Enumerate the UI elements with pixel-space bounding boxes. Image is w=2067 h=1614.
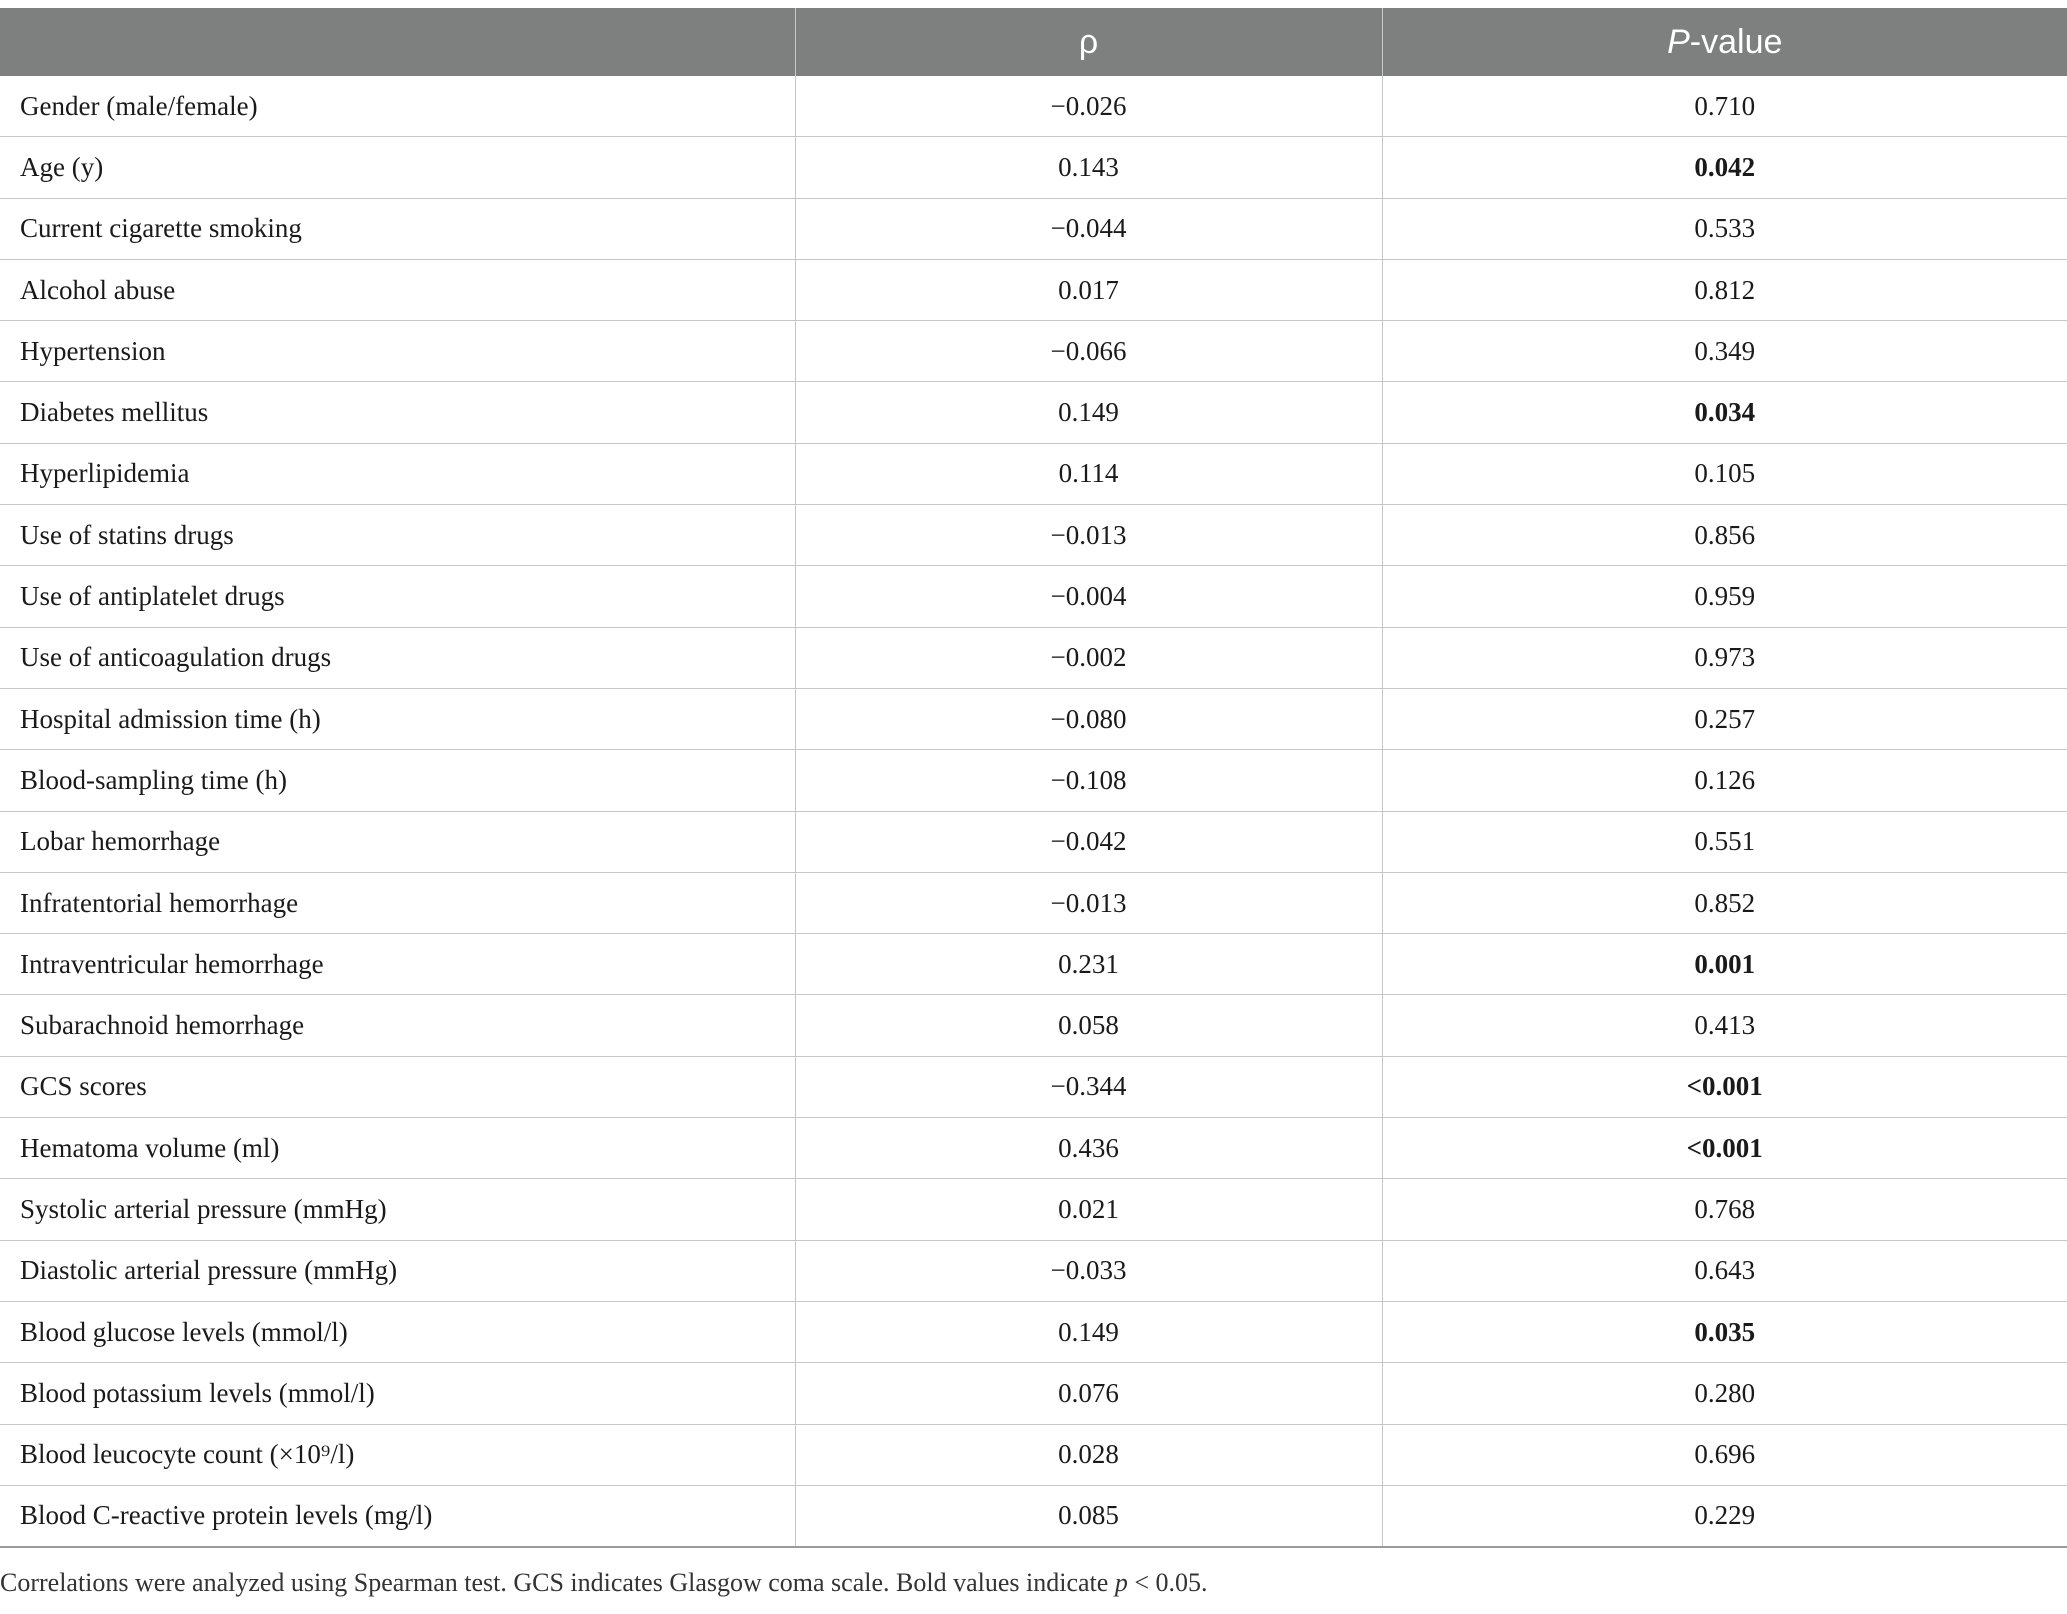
table-row: [0, 688, 2067, 749]
cell-p-value: 0.959: [1382, 566, 2067, 627]
table-header-row: [0, 8, 2067, 76]
table-body: [0, 76, 2067, 1547]
cell-variable: Infratentorial hemorrhage: [0, 872, 795, 933]
cell-variable: Lobar hemorrhage: [0, 811, 795, 872]
table-row: [0, 627, 2067, 688]
table-row: [0, 76, 2067, 137]
table-row: [0, 566, 2067, 627]
header-p-symbol: P: [1667, 22, 1690, 61]
cell-rho: 0.114: [795, 443, 1382, 504]
table-row: [0, 382, 2067, 443]
cell-p-value: 0.349: [1382, 321, 2067, 382]
table-row: [0, 1363, 2067, 1424]
cell-variable: Current cigarette smoking: [0, 198, 795, 259]
table-row: [0, 750, 2067, 811]
cell-rho: −0.013: [795, 505, 1382, 566]
cell-rho: −0.026: [795, 76, 1382, 137]
cell-variable: Blood potassium levels (mmol/l): [0, 1363, 795, 1424]
cell-p-value: 0.856: [1382, 505, 2067, 566]
table-row: [0, 1056, 2067, 1117]
cell-rho: −0.033: [795, 1240, 1382, 1301]
cell-rho: −0.344: [795, 1056, 1382, 1117]
footnote-text-after: < 0.05.: [1127, 1568, 1208, 1597]
cell-variable: GCS scores: [0, 1056, 795, 1117]
cell-variable: Hypertension: [0, 321, 795, 382]
table-row: [0, 995, 2067, 1056]
cell-p-value: 0.257: [1382, 688, 2067, 749]
cell-p-value: <0.001: [1382, 1118, 2067, 1179]
cell-p-value: 0.413: [1382, 995, 2067, 1056]
cell-rho: 0.021: [795, 1179, 1382, 1240]
cell-variable: Use of anticoagulation drugs: [0, 627, 795, 688]
header-rho: ρ: [795, 8, 1382, 76]
cell-rho: −0.042: [795, 811, 1382, 872]
cell-variable: Gender (male/female): [0, 76, 795, 137]
cell-p-value: 0.710: [1382, 76, 2067, 137]
table-row: [0, 137, 2067, 198]
table-row: [0, 259, 2067, 320]
cell-rho: −0.044: [795, 198, 1382, 259]
cell-variable: Diastolic arterial pressure (mmHg): [0, 1240, 795, 1301]
cell-variable: Systolic arterial pressure (mmHg): [0, 1179, 795, 1240]
cell-rho: −0.002: [795, 627, 1382, 688]
table-row: [0, 1301, 2067, 1362]
table-row: [0, 505, 2067, 566]
cell-p-value: 0.280: [1382, 1363, 2067, 1424]
cell-p-value: 0.643: [1382, 1240, 2067, 1301]
cell-variable: Age (y): [0, 137, 795, 198]
table-row: [0, 1485, 2067, 1547]
cell-rho: 0.076: [795, 1363, 1382, 1424]
cell-variable: Diabetes mellitus: [0, 382, 795, 443]
correlation-table: [0, 8, 2067, 1548]
table-row: [0, 811, 2067, 872]
cell-rho: −0.108: [795, 750, 1382, 811]
cell-p-value: 0.105: [1382, 443, 2067, 504]
cell-rho: 0.143: [795, 137, 1382, 198]
cell-p-value: 0.042: [1382, 137, 2067, 198]
cell-p-value: 0.126: [1382, 750, 2067, 811]
table-row: [0, 1424, 2067, 1485]
cell-p-value: 0.696: [1382, 1424, 2067, 1485]
table-row: [0, 1118, 2067, 1179]
cell-p-value: <0.001: [1382, 1056, 2067, 1117]
table-row: [0, 1179, 2067, 1240]
cell-variable: Blood C-reactive protein levels (mg/l): [0, 1485, 795, 1547]
cell-rho: 0.149: [795, 382, 1382, 443]
cell-rho: −0.013: [795, 872, 1382, 933]
cell-p-value: 0.973: [1382, 627, 2067, 688]
table-row: [0, 872, 2067, 933]
cell-rho: 0.058: [795, 995, 1382, 1056]
cell-rho: −0.080: [795, 688, 1382, 749]
table-row: [0, 198, 2067, 259]
cell-variable: Blood leucocyte count (×10⁹/l): [0, 1424, 795, 1485]
cell-p-value: 0.001: [1382, 934, 2067, 995]
cell-variable: Use of statins drugs: [0, 505, 795, 566]
footnote-p-symbol: p: [1114, 1568, 1128, 1597]
header-p-value: [1382, 8, 2067, 76]
header-value-suffix: -value: [1689, 22, 1783, 61]
cell-p-value: 0.533: [1382, 198, 2067, 259]
header-variable: [0, 8, 795, 76]
cell-p-value: 0.229: [1382, 1485, 2067, 1547]
cell-rho: 0.017: [795, 259, 1382, 320]
cell-variable: Intraventricular hemorrhage: [0, 934, 795, 995]
table-row: [0, 443, 2067, 504]
cell-p-value: 0.812: [1382, 259, 2067, 320]
cell-rho: −0.066: [795, 321, 1382, 382]
cell-variable: Hospital admission time (h): [0, 688, 795, 749]
cell-rho: 0.436: [795, 1118, 1382, 1179]
cell-variable: Hematoma volume (ml): [0, 1118, 795, 1179]
cell-rho: 0.231: [795, 934, 1382, 995]
cell-p-value: 0.035: [1382, 1301, 2067, 1362]
cell-rho: −0.004: [795, 566, 1382, 627]
cell-variable: Hyperlipidemia: [0, 443, 795, 504]
cell-p-value: 0.034: [1382, 382, 2067, 443]
cell-p-value: 0.768: [1382, 1179, 2067, 1240]
table-row: [0, 321, 2067, 382]
table-container: [0, 8, 2067, 1548]
cell-variable: Blood-sampling time (h): [0, 750, 795, 811]
cell-rho: 0.149: [795, 1301, 1382, 1362]
table-row: [0, 1240, 2067, 1301]
table-row: [0, 934, 2067, 995]
footnote-text-before: Correlations were analyzed using Spearman test. GCS indicates Glasgow coma scale. Bold values indicate: [0, 1568, 1115, 1597]
cell-variable: Alcohol abuse: [0, 259, 795, 320]
cell-variable: Use of antiplatelet drugs: [0, 566, 795, 627]
cell-p-value: 0.551: [1382, 811, 2067, 872]
cell-p-value: 0.852: [1382, 872, 2067, 933]
cell-rho: 0.028: [795, 1424, 1382, 1485]
table-footnote: [0, 1568, 1207, 1598]
cell-variable: Subarachnoid hemorrhage: [0, 995, 795, 1056]
cell-rho: 0.085: [795, 1485, 1382, 1547]
cell-variable: Blood glucose levels (mmol/l): [0, 1301, 795, 1362]
